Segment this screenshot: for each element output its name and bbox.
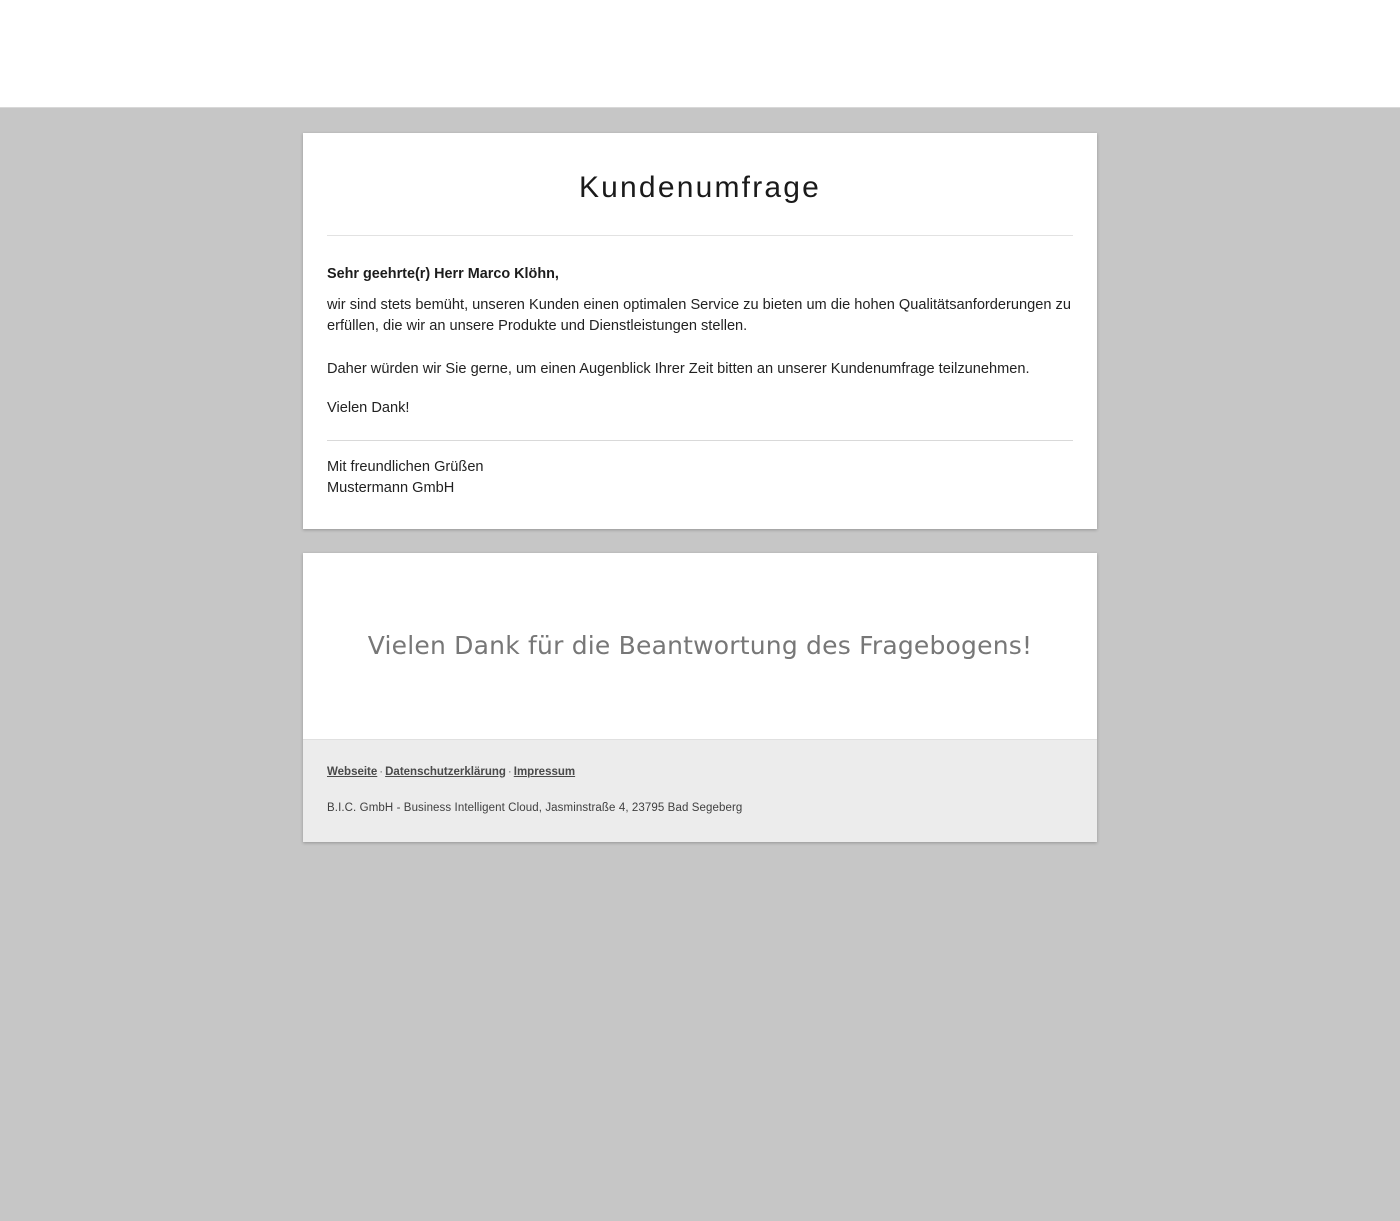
survey-intro-card xyxy=(303,133,1097,529)
intro-thanks-line: Vielen Dank! xyxy=(327,399,410,416)
thank-you-card xyxy=(303,553,1097,842)
letter-divider xyxy=(327,440,1073,441)
thank-you-message: Vielen Dank für die Beantwortung des Fragebogens! xyxy=(367,631,1033,661)
footer-link-list xyxy=(327,766,1073,778)
browser-top-bar xyxy=(0,0,1400,108)
letter-body xyxy=(327,236,1073,529)
footer-link-webseite[interactable]: Webseite xyxy=(327,765,378,778)
footer-separator-2: · xyxy=(507,765,512,778)
page-footer xyxy=(303,739,1097,842)
intro-paragraph-1: wir sind stets bemüht, unseren Kunden einen optimalen Service zu bieten um die hohen Qualitätsanforderungen zu erfüllen, die wir an unsere Produkte und Dienstleistungen stellen. xyxy=(327,297,1071,335)
intro-paragraph-2: Daher würden wir Sie gerne, um einen Augenblick Ihrer Zeit bitten an unserer Kundenumfrage teilzunehmen. xyxy=(327,360,1030,377)
salutation-text: Sehr geehrte(r) Herr Marco Klöhn, xyxy=(327,266,559,282)
closing-text: Mit freundlichen Grüßen xyxy=(327,459,484,476)
footer-link-impressum[interactable]: Impressum xyxy=(513,765,576,778)
footer-separator-1: · xyxy=(379,765,384,778)
thank-you-body xyxy=(303,553,1097,739)
page-title: Kundenumfrage xyxy=(327,133,1073,236)
company-name: Mustermann GmbH xyxy=(327,480,455,497)
footer-link-datenschutzerklaerung[interactable]: Datenschutzerklärung xyxy=(385,765,506,778)
footer-company-address: B.I.C. GmbH - Business Intelligent Cloud, Jasminstraße 4, 23795 Bad Segeberg xyxy=(327,801,743,814)
page-content xyxy=(303,133,1097,842)
